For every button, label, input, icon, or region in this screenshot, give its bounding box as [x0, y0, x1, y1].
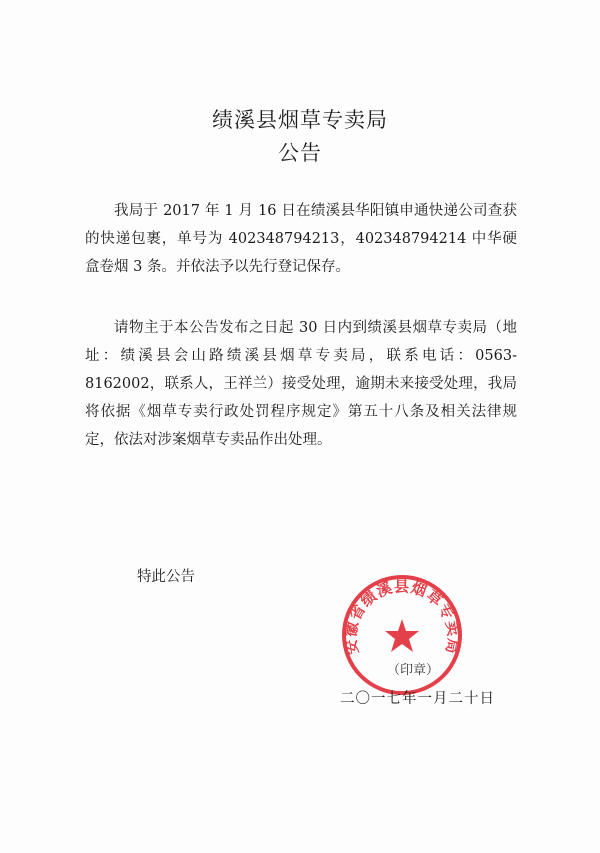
seal-note: （印章） [387, 663, 440, 678]
svg-text:安徽省绩溪县烟草专卖局 [342, 578, 463, 656]
paragraph-instructions: 请物主于本公告发布之日起 30 日内到绩溪县烟草专卖局（地址：绩溪县会山路绩溪县烟草专卖局，联系电话：0563-8162002，联系人，王祥兰）接受处理，逾期未来接受处理，我局将依据《烟草专卖行政处罚程序规定》第五十八条及相关法律规定，依法对涉案烟草专卖品作出处理。 [85, 320, 517, 448]
document-title: 绩溪县烟草专卖局 [212, 108, 388, 132]
issue-date: 二〇一七年一月二十日 [340, 691, 495, 707]
official-seal-icon [338, 571, 466, 699]
paragraph-seizure: 我局于 2017 年 1 月 16 日在绩溪县华阳镇申通快递公司查获的快递包裹，单号为 402348794213，402348794214 中华硬盒卷烟 3 条。并依法予以先行登记保存。 [85, 203, 517, 275]
document-subtitle: 公告 [278, 141, 322, 165]
seal-text: 安徽省绩溪县烟草专卖局 [341, 577, 463, 657]
closing-text: 特此公告 [137, 569, 195, 585]
